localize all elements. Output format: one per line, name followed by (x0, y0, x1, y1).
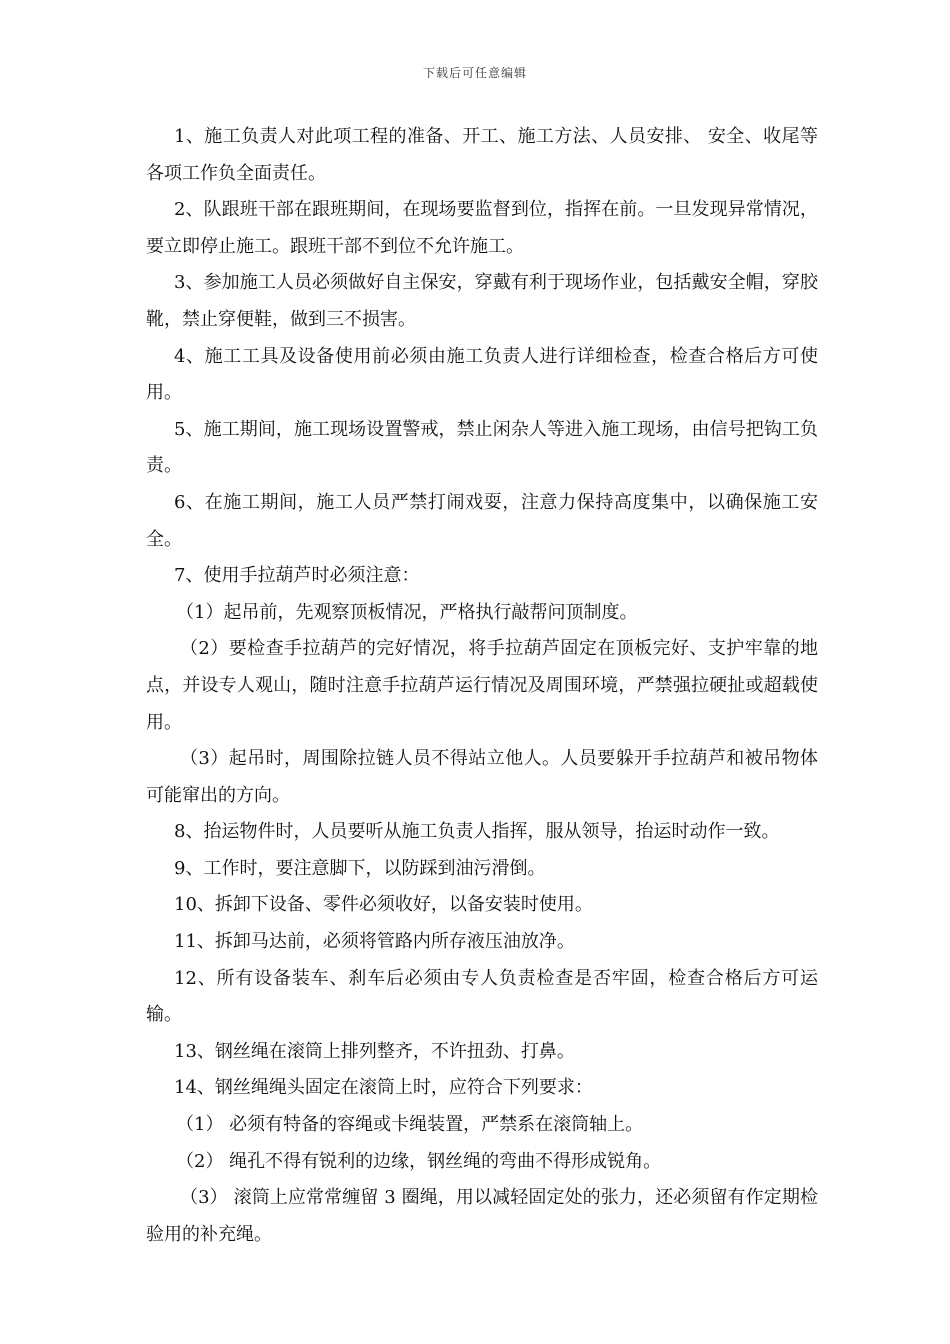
paragraph-6: 6、在施工期间，施工人员严禁打闹戏耍，注意力保持高度集中，以确保施工安全。 (146, 491, 818, 550)
paragraph-7-1: （1）起吊前，先观察顶板情况，严格执行敲帮问顶制度。 (176, 601, 638, 623)
paragraph-7-2: （2）要检查手拉葫芦的完好情况，将手拉葫芦固定在顶板完好、支护牢靠的地点，并设专人观山，随时注意手拉葫芦运行情况及周围环境，严禁强拉硬扯或超载使用。 (146, 638, 818, 733)
paragraph-11: 11、拆卸马达前，必须将管路内所存液压油放净。 (174, 931, 575, 953)
paragraph-8: 8、抬运物件时，人员要听从施工负责人指挥，服从领导，抬运时动作一致。 (174, 821, 780, 843)
paragraph-7: 7、使用手拉葫芦时必须注意： (174, 565, 420, 587)
paragraph-9: 9、工作时，要注意脚下，以防踩到油污滑倒。 (174, 857, 546, 879)
paragraph-1: 1、施工负责人对此项工程的准备、开工、施工方法、人员安排、 安全、收尾等各项工作负全面责任。 (146, 126, 818, 184)
paragraph-5: 5、施工期间，施工现场设置警戒，禁止闲杂人等进入施工现场，由信号把钩工负责。 (146, 418, 818, 477)
paragraph-12: 12、所有设备装车、刹车后必须由专人负责检查是否牢固，检查合格后方可运输。 (146, 967, 818, 1026)
paragraph-14-1: （1） 必须有特备的容绳或卡绳装置，严禁系在滚筒轴上。 (176, 1114, 644, 1136)
paragraph-14-3: （3） 滚筒上应常常缠留 3 圈绳，用以减轻固定处的张力，还必须留有作定期检验用的补充绳。 (146, 1187, 818, 1245)
document-body (146, 119, 818, 1253)
paragraph-2: 2、队跟班干部在跟班期间，在现场要监督到位，指挥在前。一旦发现异常情况，要立即停止施工。跟班干部不到位不允许施工。 (146, 199, 818, 257)
paragraph-4: 4、施工工具及设备使用前必须由施工负责人进行详细检查，检查合格后方可使用。 (146, 345, 818, 404)
paragraph-13: 13、钢丝绳在滚筒上排列整齐，不许扭劲、打鼻。 (174, 1040, 575, 1062)
paragraph-14-2: （2） 绳孔不得有锐利的边缘，钢丝绳的弯曲不得形成锐角。 (176, 1150, 662, 1172)
page-header: 下载后可任意编辑 (422, 66, 527, 80)
paragraph-3: 3、参加施工人员必须做好自主保安，穿戴有利于现场作业，包括戴安全帽，穿胶靴，禁止穿便鞋，做到三不损害。 (146, 272, 818, 330)
paragraph-7-3: （3）起吊时，周围除拉链人员不得站立他人。人员要躲开手拉葫芦和被吊物体可能窜出的方向。 (146, 748, 818, 806)
paragraph-14: 14、钢丝绳绳头固定在滚筒上时，应符合下列要求： (174, 1077, 593, 1099)
paragraph-10: 10、拆卸下设备、零件必须收好，以备安装时使用。 (174, 894, 593, 916)
